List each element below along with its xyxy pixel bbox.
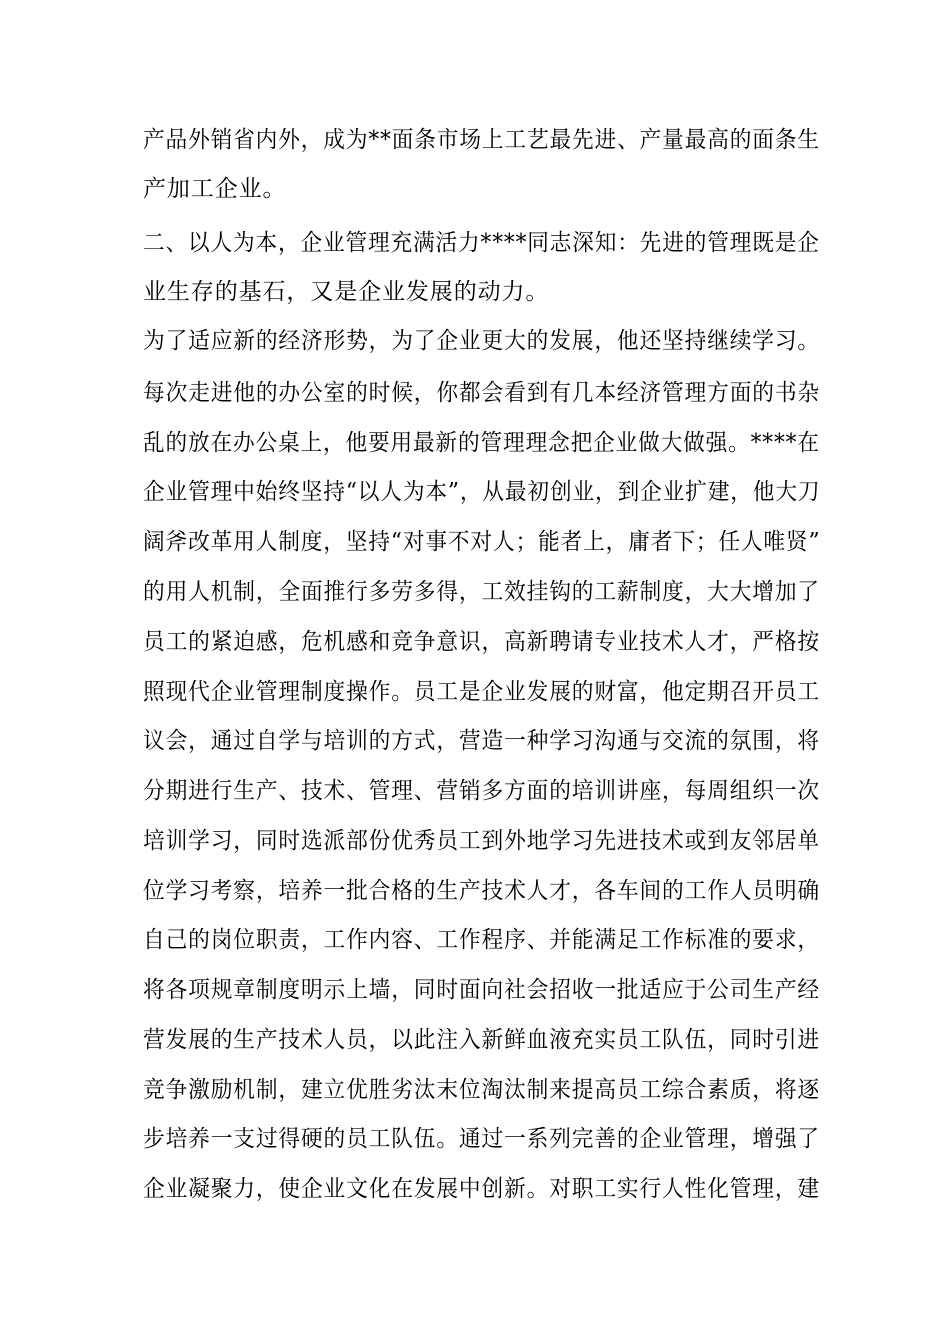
text-line: 产品外销省内外，成为**面条市场上工艺最先进、产量最高的面条生	[143, 127, 820, 153]
text-line: 竞争激励机制，建立优胜劣汰末位淘汰制来提高员工综合素质，将逐	[143, 1077, 820, 1103]
text-line: 阔斧改革用人制度，坚持“对事不对人；能者上，庸者下；任人唯贤”	[143, 529, 821, 555]
text-line: 企业凝聚力，使企业文化在发展中创新。对职工实行人性化管理，建	[143, 1176, 820, 1202]
text-line: 将各项规章制度明示上墙，同时面向社会招收一批适应于公司生产经	[143, 977, 820, 1003]
text-line: 照现代企业管理制度操作。员工是企业发展的财富，他定期召开员工	[143, 679, 820, 705]
text-line: 每次走进他的办公室的时候，你都会看到有几本经济管理方面的书杂	[143, 380, 820, 406]
text-line: 步培养一支过得硬的员工队伍。通过一系列完善的企业管理，增强了	[143, 1126, 820, 1152]
text-line: 为了适应新的经济形势，为了企业更大的发展，他还坚持继续学习。	[143, 328, 820, 354]
text-line: 二、以人为本，企业管理充满活力****同志深知：先进的管理既是企	[143, 230, 820, 256]
text-line: 分期进行生产、技术、管理、营销多方面的培训讲座，每周组织一次	[143, 778, 820, 804]
text-line: 自己的岗位职责，工作内容、工作程序、并能满足工作标准的要求，	[143, 927, 820, 953]
text-line: 议会，通过自学与培训的方式，营造一种学习沟通与交流的氛围，将	[143, 728, 820, 754]
text-line: 培训学习，同时选派部份优秀员工到外地学习先进技术或到友邻居单	[143, 828, 820, 854]
text-line: 营发展的生产技术人员，以此注入新鲜血液充实员工队伍，同时引进	[143, 1027, 820, 1053]
text-line: 乱的放在办公桌上，他要用最新的管理理念把企业做大做强。****在	[143, 430, 820, 456]
text-line: 员工的紧迫感，危机感和竞争意识，高新聘请专业技术人才，严格按	[143, 629, 820, 655]
text-line: 的用人机制，全面推行多劳多得，工效挂钩的工薪制度，大大增加了	[143, 579, 820, 605]
text-line: 产加工企业。	[143, 176, 287, 202]
text-line: 企业管理中始终坚持“以人为本”，从最初创业，到企业扩建，他大刀	[143, 479, 821, 505]
text-line: 位学习考察，培养一批合格的生产技术人才，各车间的工作人员明确	[143, 878, 820, 904]
text-line: 业生存的基石，又是企业发展的动力。	[143, 279, 550, 305]
